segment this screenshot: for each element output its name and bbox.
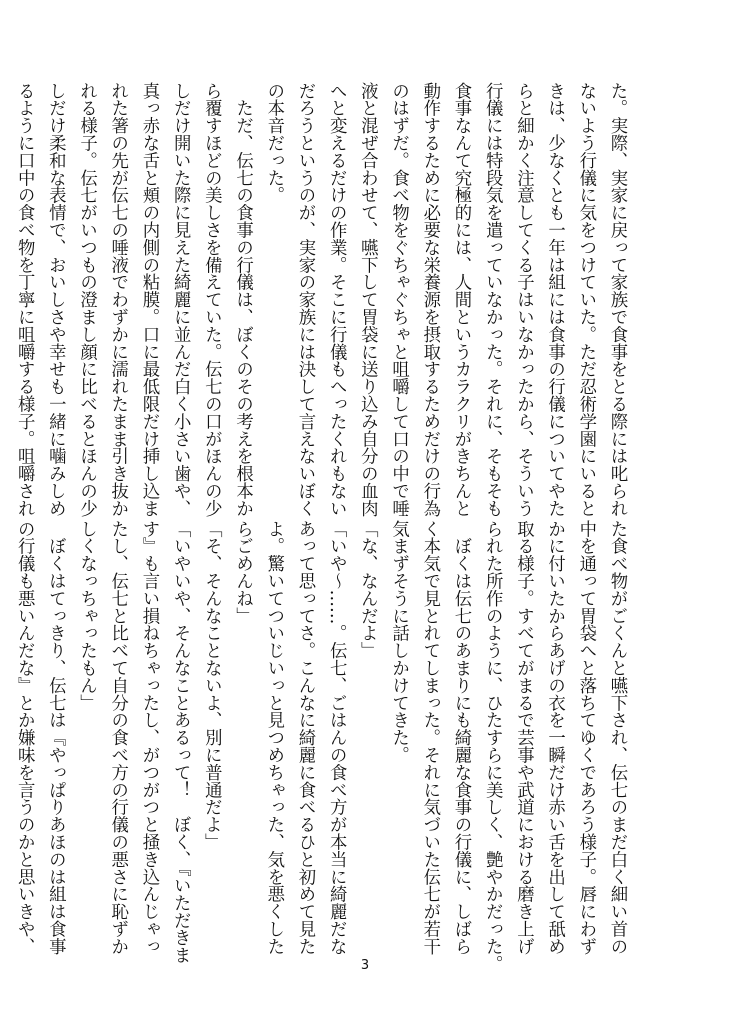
text-line: られた所作のように、ひたすらに美しく、艶やかだった。 <box>482 520 503 973</box>
page-number: 3 <box>360 958 370 973</box>
lower-text-block <box>8 520 632 973</box>
text-line: らごめんね」 <box>232 520 253 625</box>
text-line: ぼくはてっきり、伝七は『やっぱりあほのは組は食事 <box>45 520 66 955</box>
text-line: 「な、なんだよ」 <box>357 520 378 660</box>
text-line: 「いや〜……。伝七、ごはんの食べ方が本当に綺麗だな <box>326 520 347 955</box>
text-line: へと変えるだけの作業。そこに行儀もへったくれもない <box>326 82 347 517</box>
text-line: 行儀には特段気を遣っていなかった。それに、そもそも <box>482 82 503 517</box>
text-line: しだけ開いた際に見えた綺麗に並んだ白く小さい歯や、 <box>170 82 191 517</box>
text-line: きは、少なくとも一年は組には食事の行儀についてやた <box>544 82 565 517</box>
text-line: の行儀も悪いんだな』とか嫌味を言うのかと思いきや、 <box>14 520 35 955</box>
text-line: た。実際、実家に戻って家族で食事をとる際には叱られ <box>607 82 627 517</box>
upper-text-block <box>8 82 632 517</box>
text-line: 真っ赤な舌と頬の内側の粘膜。口に最低限だけ挿し込ま <box>138 82 159 517</box>
text-line: だろうというのが、実家の家族には決して言えないぼく <box>294 82 315 517</box>
text-line: 気まずそうに話しかけてきた。 <box>388 520 409 764</box>
text-line: たし、伝七と比べて自分の食べ方の行儀の悪さに恥ずか <box>107 520 128 955</box>
text-line: 「いやいや、そんなことあるって！ ぼく、『いただきま <box>170 520 191 964</box>
text-line: らと細かく注意してくる子はいなかったから、そういう <box>513 82 534 517</box>
text-line: の本音だった。 <box>263 82 284 204</box>
text-line: 取る様子。すべてがまるで芸事や武道における磨き上げ <box>513 520 534 955</box>
text-line: す』も言い損ねちゃったし、がつがつと掻き込んじゃっ <box>138 520 159 955</box>
text-line: 液と混ぜ合わせて、嚥下して胃袋に送り込み自分の血肉 <box>357 82 378 517</box>
text-line: るように口中の食べ物を丁寧に咀嚼する様子。咀嚼され <box>14 82 35 517</box>
text-line: しだけ柔和な表情で、おいしさや幸せも一緒に噛みしめ <box>45 82 66 517</box>
text-line: のはずだ。食べ物をぐちゃぐちゃと咀嚼して口の中で唾 <box>388 82 409 517</box>
text-line: しくなっちゃったもん」 <box>76 520 97 712</box>
text-line: れた箸の先が伝七の唾液でわずかに濡れたまま引き抜か <box>107 82 128 517</box>
text-line: 「そ、そんなことないよ、別に普通だよ」 <box>201 520 222 851</box>
text-line: く本気で見とれてしまった。それに気づいた伝七が若干 <box>419 520 440 955</box>
text-line: 食事なんて究極的には、人間というカラクリがきちんと <box>450 82 471 517</box>
text-line: ただ、伝七の食事の行儀は、ぼくのその考えを根本か <box>232 82 253 517</box>
text-line: あって思ってさ。こんなに綺麗に食べるひと初めて見た <box>294 520 315 955</box>
text-line: ないよう行儀に気をつけていた。ただ忍術学園にいると <box>575 82 596 517</box>
text-line: た食べ物がごくんと嚥下され、伝七のまだ白く細い首の <box>607 520 627 955</box>
text-line: かに付いたからあげの衣を一瞬だけ赤い舌を出して舐め <box>544 520 565 955</box>
text-line: れる様子。伝七がいつもの澄まし顔に比べるとほんの少 <box>76 82 97 517</box>
text-line: 動作するために必要な栄養源を摂取するためだけの行為 <box>419 82 440 517</box>
text-line: 中を通って胃袋へと落ちてゆくであろう様子。唇にわず <box>575 520 596 955</box>
text-line: ぼくは伝七のあまりにも綺麗な食事の行儀に、しばら <box>450 520 471 955</box>
text-line: よ。驚いてついじいっと見つめちゃった、気を悪くした <box>263 520 284 955</box>
text-line: ら覆すほどの美しさを備えていた。伝七の口がほんの少 <box>201 82 222 517</box>
